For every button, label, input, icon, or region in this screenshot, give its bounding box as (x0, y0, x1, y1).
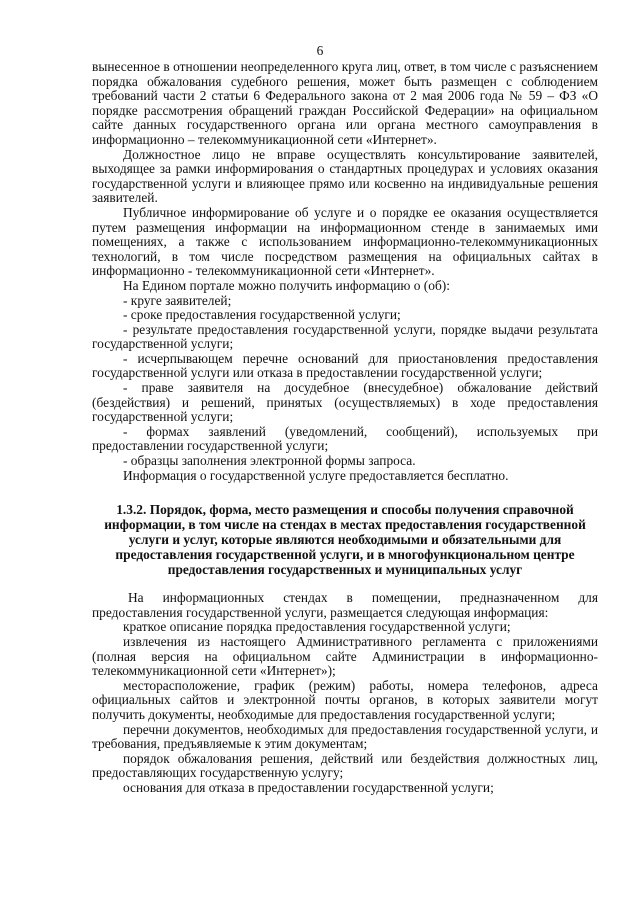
stand-list-item: краткое описание порядка предоставления государственной услуги; (123, 619, 511, 635)
stand-list-item: порядок обжалования решения, действий или бездействия должностных лиц, предоставляющих государственную услугу; (92, 750, 598, 781)
stand-list-item: перечни документов, необходимых для предоставления государственной услуги, и требования, предъявляемые к этим документам; (92, 721, 598, 752)
paragraph-official-restriction: Должностное лицо не вправе осуществлять консультирование заявителей, выходящее за рамки информирования о стандартных процедурах и условиях оказания государственной услуги и влияющее прямо или косвенно на индивидуальные решения заявителей. (92, 146, 598, 206)
portal-list-item: - исчерпывающем перечне оснований для приостановления предоставления государственной услуги или отказа в предоставлении государственной услуги; (92, 350, 598, 381)
portal-list-item: - круге заявителей; (123, 292, 232, 308)
section-heading: 1.3.2. Порядок, форма, место размещения и способы получения справочной информации, в том числе на стендах в местах предоставления государственной услуги и услуг, которые являются необходимыми и обязательными для предоставления государственной услуги, и в многофункциональном центре предоставления государственных и муниципальных услуг (104, 502, 586, 578)
page-number: 6 (316, 43, 324, 58)
paragraph-free-info: Информация о государственной услуге предоставляется бесплатно. (123, 467, 509, 483)
paragraph-portal-intro: На Едином портале можно получить информацию о (об): (123, 277, 450, 293)
portal-list-item: - образцы заполнения электронной формы запроса. (123, 453, 416, 469)
stand-list-item: извлечения из настоящего Административного регламента с приложениями (полная версия на официальном сайте Администрации в информационно-телекоммуникационной сети «Интернет»); (92, 634, 598, 679)
stand-list-item: месторасположение, график (режим) работы, номера телефонов, адреса официальных сайтов и электронной почты органов, в которых заявители могут получить документы, необходимые для предоставления государственной услуги; (92, 677, 598, 722)
stand-list-item: основания для отказа в предоставлении государственной услуги; (123, 779, 494, 795)
portal-list-item: - формах заявлений (уведомлений, сообщений), используемых при предоставлении государственной услуги; (92, 423, 598, 454)
paragraph-public-informing: Публичное информирование об услуге и о порядке ее оказания осуществляется путем размещения информации на информационном стенде в занимаемых ими помещениях, а также с использованием информационно-телекоммуникационных технологий, в том числе посредством размещения на официальных сайтах в информационно - телекоммуникационной сети «Интернет». (92, 204, 598, 279)
paragraph-response-publication: вынесенное в отношении неопределенного круга лиц, ответ, в том числе с разъяснением порядка обжалования судебного решения, может быть размещен с соблюдением требований части 2 статьи 6 Федерального закона от 2 мая 2006 года № 59 – ФЗ «О порядке рассмотрения обращений граждан Российской Федерации» на официальном сайте данных государственного органа или органа местного самоуправления в информационно – телекоммуникационной сети «Интернет». (92, 59, 598, 147)
paragraph-stands-intro: На информационных стендах в помещении, предназначенном для предоставления государственной услуги, размещается следующая информация: (92, 590, 598, 620)
portal-list-item: - результате предоставления государственной услуги, порядке выдачи результата государственной услуги; (92, 321, 598, 352)
document-body (92, 60, 598, 796)
portal-list-item: - праве заявителя на досудебное (внесудебное) обжалование действий (бездействия) и решений, принятых (осуществляемых) в ходе предоставления государственной услуги; (92, 380, 598, 425)
portal-list-item: - сроке предоставления государственной услуги; (123, 307, 401, 323)
